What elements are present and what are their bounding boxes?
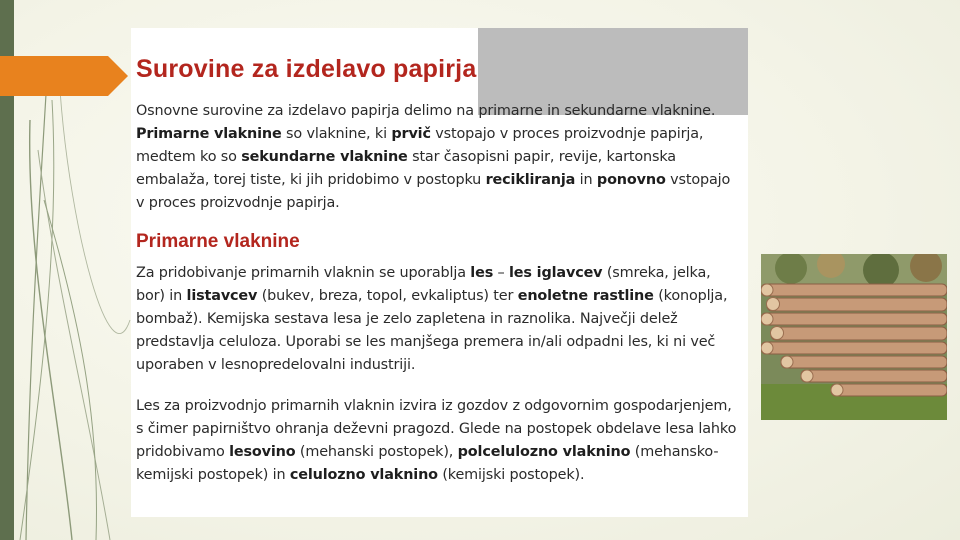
page-title: Surovine za izdelavo papirja	[136, 55, 477, 83]
primary-fibers-paragraph: Za pridobivanje primarnih vlaknin se uporablja les – les iglavcev (smreka, jelka, bor) in listavcev (bukev, breza, topol, evkaliptus) ter enoletne rastline (konoplja, bombaž). Kemijska sestava lesa je zelo zapletena in raznolika. Največji delež predstavlja celuloza. Uporabi se les manjšega premera in/ali odpadni les, ki ni več uporaben v lesnopredelovalni industriji.	[136, 265, 728, 373]
document-panel	[131, 28, 748, 517]
orange-arrow-tab	[0, 56, 128, 96]
forest-paragraph: Les za proizvodnjo primarnih vlaknin izvira iz gozdov z odgovornim gospodarjenjem, s čimer papirništvo ohranja deževni pragozd. Glede na postopek obdelave lesa lahko pridobivamo lesovino (mehanski postopek), polcelulozno vlaknino (mehansko-kemijski postopek) in celulozno vlaknino (kemijski postopek).	[136, 398, 737, 483]
log-pile-photo	[761, 254, 947, 420]
section-heading: Primarne vlaknine	[136, 231, 300, 252]
intro-paragraph: Osnovne surovine za izdelavo papirja delimo na primarne in sekundarne vlaknine. Primarne vlaknine so vlaknine, ki prvič vstopajo v proces proizvodnje papirja, medtem ko so sekundarne vlaknine star časopisni papir, revije, kartonska embalaža, torej tiste, ki jih pridobimo v postopku recikliranja in ponovno vstopajo v proces proizvodnje papirja.	[136, 103, 731, 211]
